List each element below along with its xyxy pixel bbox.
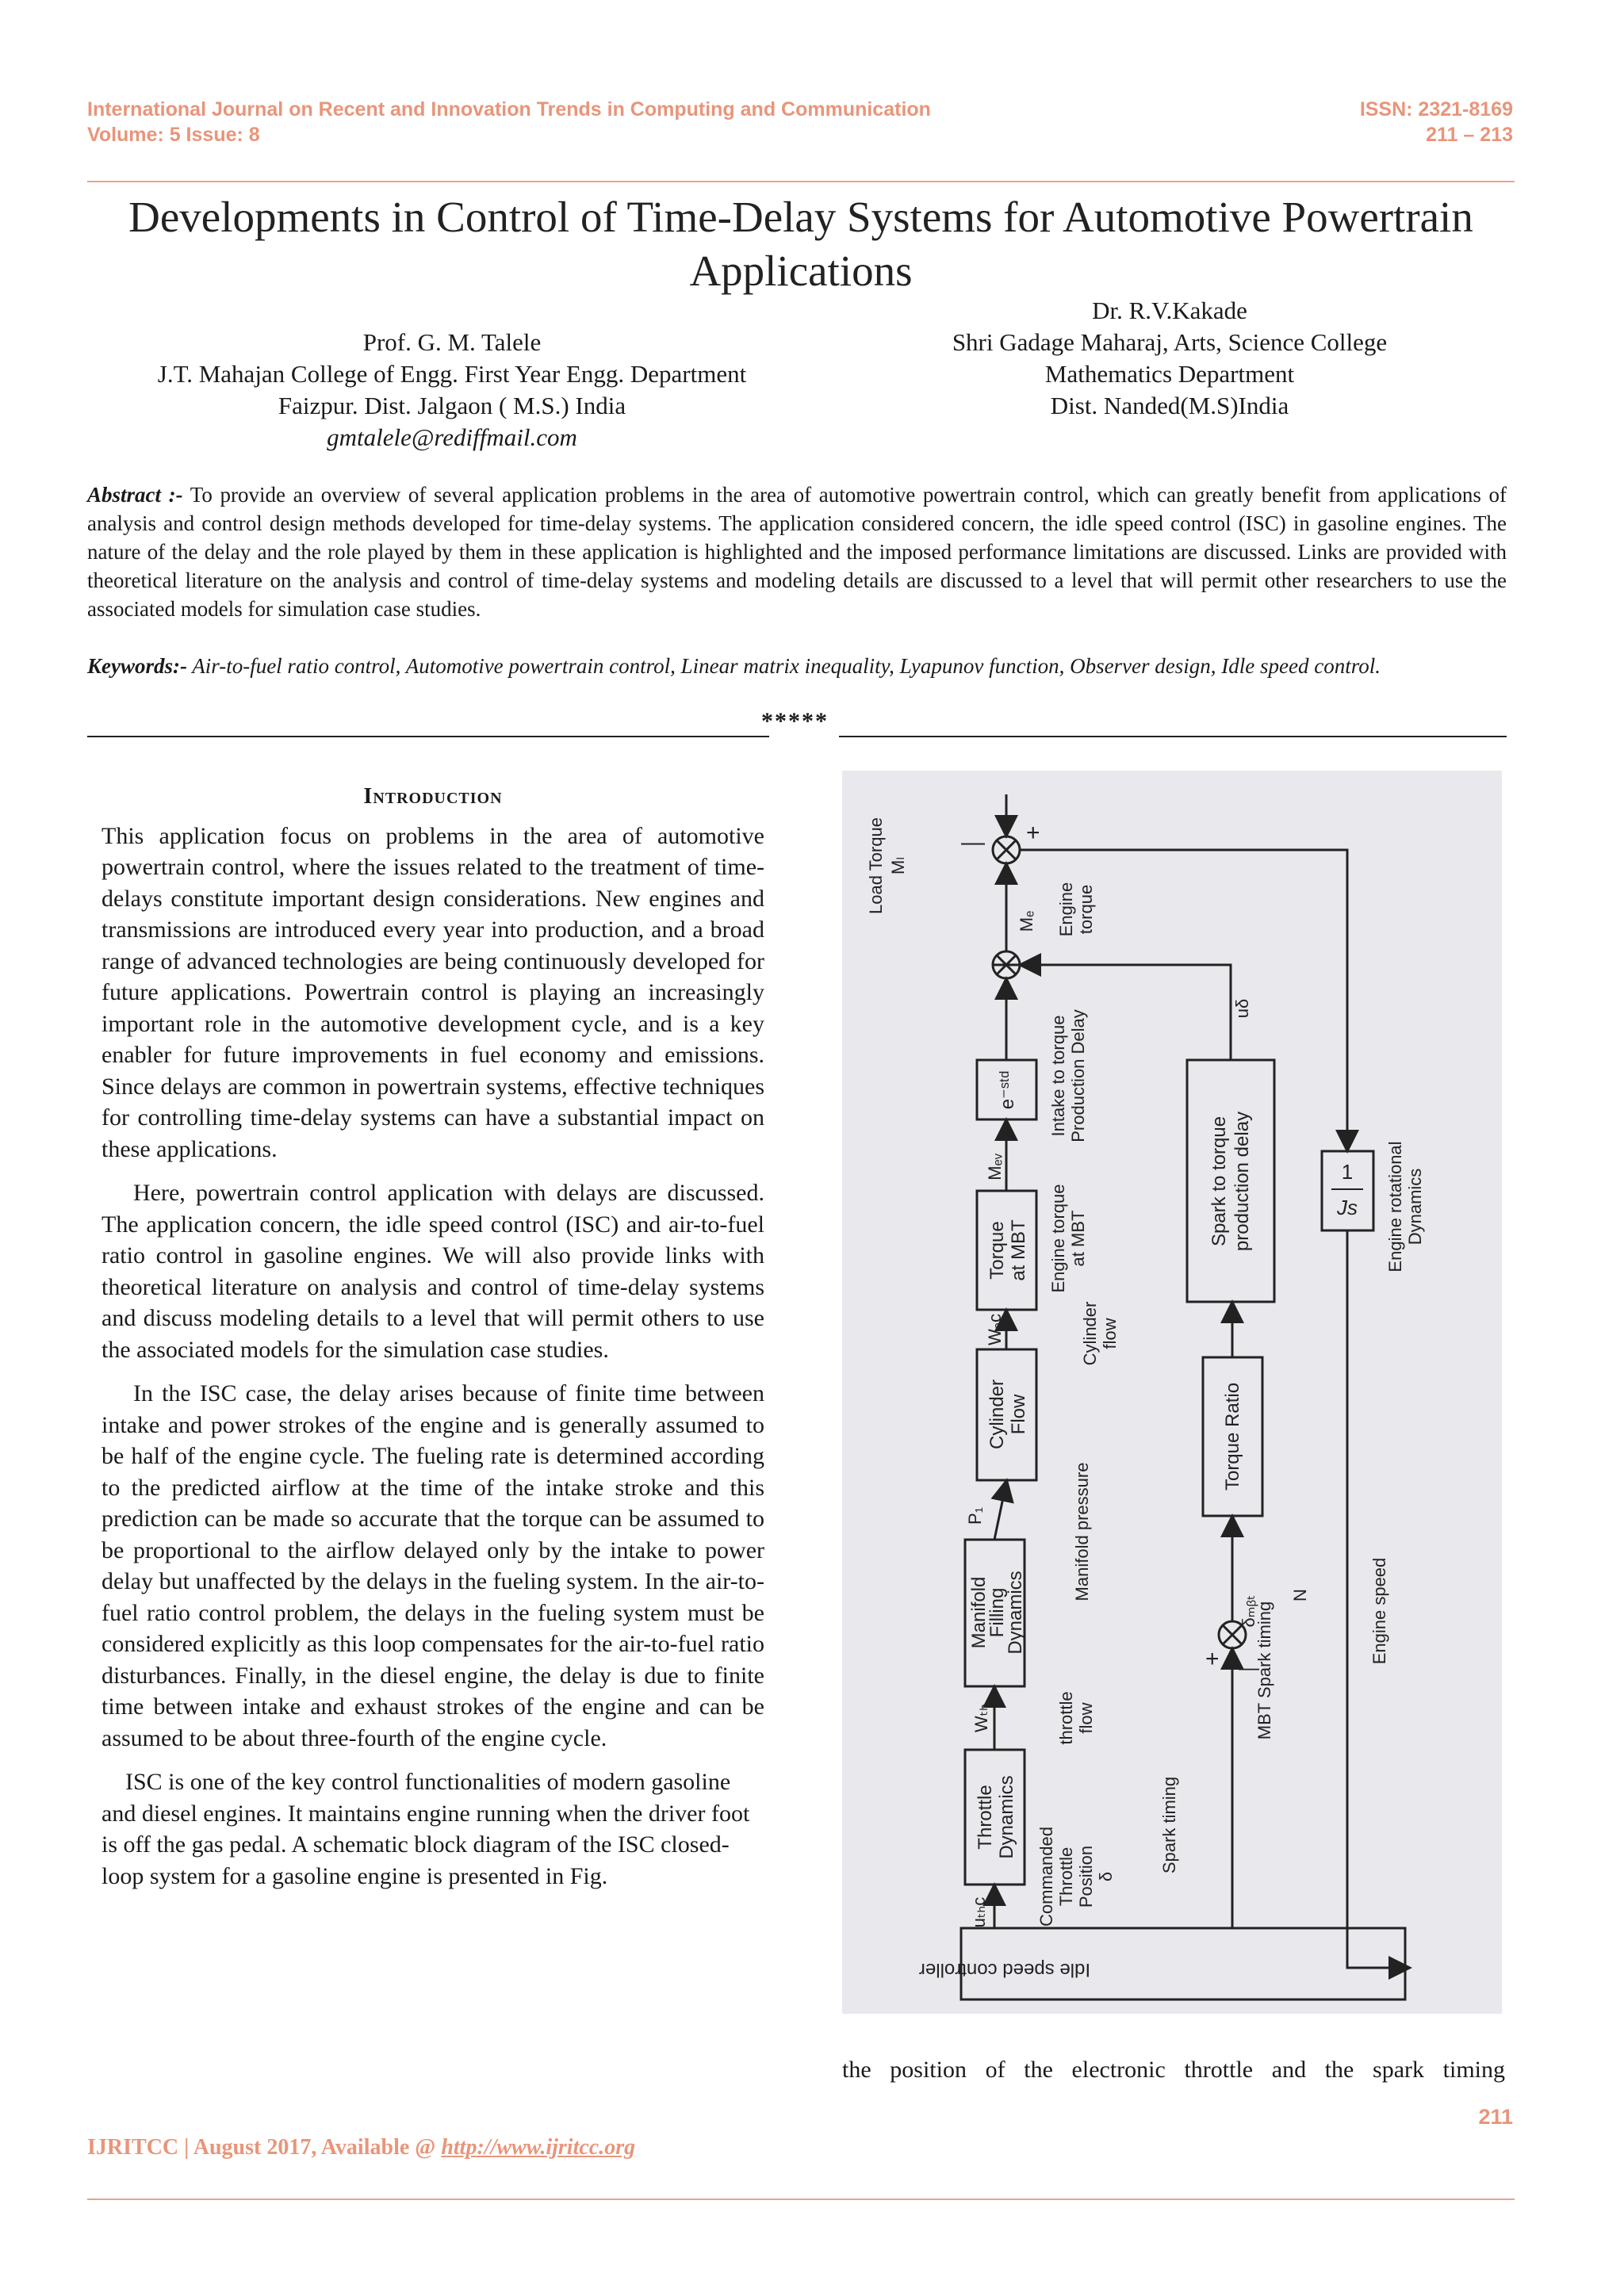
throttle-flow-label-1: throttle <box>1056 1691 1076 1745</box>
delay-label: e⁻ˢᵗᵈ <box>997 1070 1018 1110</box>
block-diagram-svg <box>842 771 1502 2014</box>
throttle-label-1: Throttle <box>975 1785 996 1850</box>
commanded-throttle-label-1: Commanded <box>1036 1827 1056 1927</box>
running-header-right <box>1360 97 1513 147</box>
introduction-section <box>102 781 764 1904</box>
manifold-label-1: Manifold <box>968 1576 990 1649</box>
manifold-label-3: Dynamics <box>1005 1571 1026 1655</box>
author-address: Dist. Nanded(M.S)India <box>1050 392 1289 419</box>
separator-stars: ***** <box>761 708 829 734</box>
torque-ratio-label: Torque Ratio <box>1222 1382 1243 1491</box>
cylinder-flow-label-2: flow <box>1100 1318 1120 1349</box>
author-name: Prof. G. M. Talele <box>362 328 542 356</box>
isc-block-diagram <box>842 771 1502 2014</box>
p1-label: P₁ <box>965 1506 985 1525</box>
author-left <box>87 327 817 453</box>
page-range: 211 – 213 <box>1426 124 1513 146</box>
minus-sign-spark: — <box>1239 1655 1259 1679</box>
integrator-num: 1 <box>1341 1160 1354 1184</box>
footer-text: IJRITCC | August 2017, Available @ <box>87 2135 442 2160</box>
section-heading: Introduction <box>363 784 503 809</box>
header-rule <box>87 181 1515 182</box>
plus-sign: + <box>1026 820 1040 846</box>
spark-delay-label-2: production delay <box>1231 1111 1253 1252</box>
me-label: Mₑ <box>1017 910 1036 932</box>
manifold-label-2: Filling <box>986 1587 1008 1638</box>
wac-label: Wₐc <box>985 1314 1005 1345</box>
issn: ISSN: 2321-8169 <box>1359 98 1513 121</box>
journal-name: International Journal on Recent and Innovation Trends in Computing and Communication <box>87 98 931 121</box>
engine-rotational-label-2: Dynamics <box>1405 1168 1425 1246</box>
running-header-left <box>87 97 931 147</box>
cylinder-flow-label-1: Cylinder <box>1080 1301 1100 1366</box>
engine-speed-label: Engine speed <box>1369 1557 1389 1665</box>
abstract-label: Abstract :- <box>87 483 183 507</box>
engine-rotational-label-1: Engine rotational <box>1385 1141 1405 1272</box>
cylinder-label-2: Flow <box>1008 1394 1029 1435</box>
n-label: N <box>1290 1589 1310 1601</box>
plus-sign-spark: + <box>1205 1646 1220 1672</box>
spark-timing-label: Spark timing <box>1159 1776 1179 1874</box>
separator-line-right <box>839 736 1507 737</box>
spark-delay-block <box>1187 1060 1274 1302</box>
paragraph: ISC is one of the key control functionalities of modern gasoline and diesel engines. It maintains engine running when the driver foot is off the gas pedal. A schematic block diagram of the ISC closed-loop system for a gasoline engine is presented in Fig. <box>102 1769 750 1889</box>
controller-label: Idle speed controller <box>918 1959 1091 1980</box>
commanded-throttle-label-4: δ <box>1096 1871 1116 1882</box>
author-email: gmtalele@rediffmail.com <box>327 423 577 451</box>
throttle-flow-label-2: flow <box>1076 1702 1096 1734</box>
cylinder-label-1: Cylinder <box>986 1379 1008 1450</box>
volume-issue: Volume: 5 Issue: 8 <box>87 124 260 146</box>
manifold-pressure-label: Manifold pressure <box>1072 1462 1092 1601</box>
engine-torque-mbt-label-1: Engine torque <box>1048 1184 1068 1293</box>
mbt-spark-label: MBT Spark timing <box>1254 1601 1274 1740</box>
intake-delay-label-2: Production Delay <box>1068 1009 1088 1142</box>
minus-sign: — <box>961 829 985 855</box>
engine-torque-label-1: Engine <box>1056 882 1076 937</box>
commanded-throttle-label-3: Position <box>1076 1845 1096 1908</box>
intake-delay-label-1: Intake to torque <box>1048 1015 1068 1137</box>
footer <box>87 2135 635 2160</box>
paragraph: This application focus on problems in the area of automotive powertrain control, where the issues related to the treatment of time-delays constitute important design considerations. New engines and transmissions are introduced every year into production, and a broad range of advanced technologies are being continuously developed for future applications. Powertrain control is playing an increasingly important role in the automotive development cycle, and is a key enabler for future improvements in fuel economy and emissions. Since delays are common in powertrain systems, effective techniques for controlling time-delay systems can have a substantial impact on these applications. <box>102 822 764 1162</box>
load-torque-symbol: Mₗ <box>888 857 908 874</box>
keywords <box>87 652 1507 680</box>
abstract <box>87 480 1507 623</box>
delta-mbt-label: δₘᵦₜ <box>1239 1594 1258 1628</box>
paper-title: Developments in Control of Time-Delay Systems for Automotive Powertrain Applications <box>128 193 1473 295</box>
throttle-label-2: Dynamics <box>996 1775 1017 1859</box>
engine-torque-mbt-label-2: at MBT <box>1068 1210 1088 1267</box>
author-affiliation: J.T. Mahajan College of Engg. First Year Engg. Department <box>157 360 747 388</box>
integrator-den: Js <box>1337 1196 1358 1219</box>
commanded-throttle-label-2: Throttle <box>1056 1846 1076 1907</box>
torque-mbt-label-2: at MBT <box>1008 1219 1029 1281</box>
footer-link[interactable]: http://www.ijritcc.org <box>441 2135 636 2160</box>
wth-label: Wₜₕ <box>971 1703 991 1733</box>
author-right <box>856 295 1483 422</box>
right-column-text: the position of the electronic throttle and the spark timing <box>842 2057 1505 2083</box>
abstract-text: To provide an overview of several application problems in the area of automotive powertrain control, which can greatly benefit from applications of analysis and control design methods developed for time-delay systems. The application considered concern, the idle speed control (ISC) in gasoline engines. The nature of the delay and the role played by them in these application is highlighted and the imposed performance limitations are discussed. Links are provided with theoretical literature on the analysis and control of time-delay systems and modeling details are discussed to a level that will permit other researchers to use the associated models for simulation case studies. <box>87 483 1507 621</box>
author-address: Faizpur. Dist. Jalgaon ( M.S.) India <box>278 392 626 419</box>
paragraph: Here, powertrain control application with delays are discussed. The application concern, the idle speed control (ISC) and air-to-fuel ratio control in gasoline engines. We will also provide links with theoretical literature on analysis and control of time-delay systems and discuss modeling details to a level that will permit others to use the associated models for the simulation case studies. <box>102 1180 764 1363</box>
spark-delay-label-1: Spark to torque <box>1208 1115 1230 1247</box>
mev-label: Mₑᵥ <box>985 1154 1005 1181</box>
u-delta-label: uδ <box>1232 998 1252 1019</box>
torque-mbt-label-1: Torque <box>986 1221 1008 1280</box>
author-department: Mathematics Department <box>1044 360 1295 388</box>
load-torque-label: Load Torque <box>866 817 886 914</box>
keywords-text: Air-to-fuel ratio control, Automotive powertrain control, Linear matrix inequality, Lyapunov function, Observer design, Idle speed control. <box>192 654 1381 678</box>
engine-torque-label-2: torque <box>1076 884 1096 935</box>
footer-rule <box>87 2198 1515 2200</box>
author-name: Dr. R.V.Kakade <box>1092 297 1247 324</box>
author-affiliation: Shri Gadage Maharaj, Arts, Science College <box>952 328 1388 356</box>
uthc-label: uₜₕc <box>969 1896 989 1928</box>
separator-line-left <box>87 736 769 737</box>
paragraph: In the ISC case, the delay arises because of finite time between intake and power strokes of the engine and is generally assumed to be half of the engine cycle. The fueling rate is determined according to the predicted airflow at the time of the intake stroke and this prediction can be made so accurate that the torque can be assumed to be proportional to the airflow delayed only by the intake to power delay but unaffected by the delays in the fueling system. In the air-to-fuel ratio control problem, the delays in the fueling system must be considered explicitly as this loop compensates for the air-to-fuel ratio disturbances. Finally, in the diesel engine, the delay is due to finite time between intake and exhaust strokes of the engine and can be assumed to be about three-fourth of the engine cycle. <box>102 1380 764 1751</box>
keywords-label: Keywords:- <box>87 654 187 678</box>
page-number: 211 <box>1478 2105 1513 2129</box>
